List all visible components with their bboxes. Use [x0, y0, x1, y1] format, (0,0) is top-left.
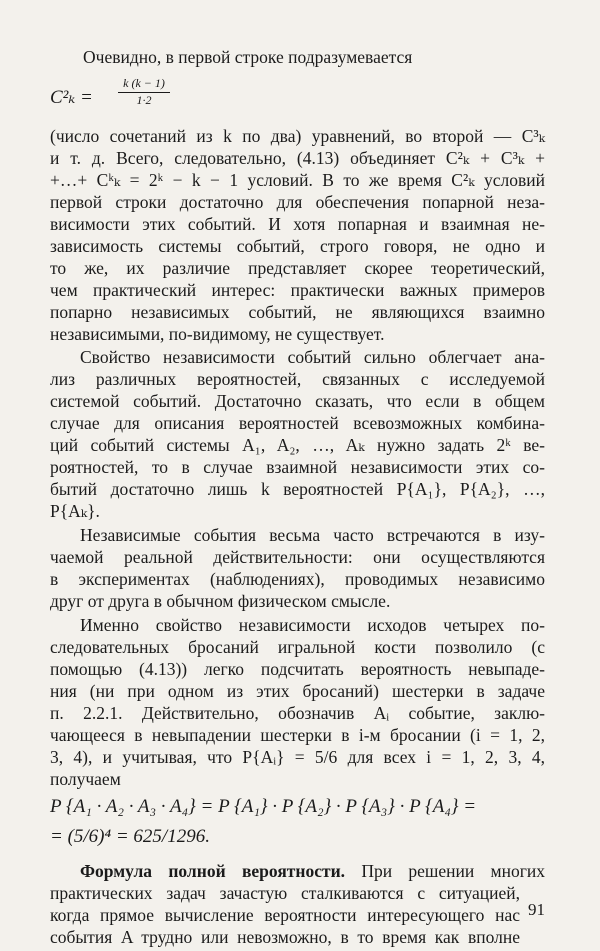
p1-line: висимости этих событий. И хотя попарная и взаимная не- [50, 214, 545, 234]
combination-formula-lhs: C²ₖ = [50, 87, 93, 108]
page-number: 91 [528, 900, 545, 919]
probability-equation-line2: = (5/6)⁴ = 625/1296. [50, 826, 210, 847]
p4-line: Именно свойство независимости исходов четырех по- [80, 615, 545, 635]
probability-equation-line1: P {A₁ · A₂ · A₃ · A₄} = P {A₁} · P {A₂} · P {A₃} · P {A₄} = [50, 796, 477, 817]
p4-line: получаем [50, 769, 121, 789]
p2-line: случае для описания вероятностей всевозможных комбина- [50, 413, 545, 433]
p1-line: (число сочетаний из k по два) уравнений, во второй — C³ₖ [50, 126, 545, 146]
p4-line: следовательных бросаний игральной кости позволило (с [50, 637, 545, 657]
p3-line: друг от друга в обычном физическом смысле. [50, 591, 391, 611]
p3-line: чаемой реальной действительности: они осуществляются [50, 547, 545, 567]
p5-line: когда прямое вычисление вероятности интересующего нас [50, 905, 520, 925]
p1-line: и т. д. Всего, следовательно, (4.13) объединяет C²ₖ + C³ₖ + [50, 148, 545, 168]
p1-line: попарно независимых событий, не являющихся взаимно [50, 302, 545, 322]
fraction-denominator: 1·2 [136, 93, 152, 107]
p3-line: в экспериментах (наблюдениях), проводимых независимо [50, 569, 545, 589]
p1-line: то же, их различие представляет скорее теоретический, [50, 258, 545, 278]
p4-line: помощью (4.13)) легко подсчитать вероятность невыпаде- [50, 659, 545, 679]
p2-line: ций событий системы A₁, A₂, …, Aₖ нужно задать 2ᵏ ве- [50, 435, 545, 455]
p5-line: практических задач зачастую сталкиваются с ситуацией, [50, 883, 520, 903]
p4-line: ния (ни при одном из этих бросаний) шестерки в задаче [50, 681, 545, 701]
p1-line: +…+ Cᵏₖ = 2ᵏ − k − 1 условий. В то же время C²ₖ условий [50, 170, 545, 190]
p1-line: независимыми, по-видимому, не существует. [50, 324, 385, 344]
p1-line: первой строки достаточно для обеспечения попарной неза- [50, 192, 545, 212]
p1-line: зависимость системы событий, строго говоря, не одно и [50, 236, 545, 256]
p2-line: роятностей, то в случае взаимной независимости этих со- [50, 457, 545, 477]
section-first-line-rest: При решении многих [361, 861, 546, 881]
p4-line: чающееся в невыпадении шестерки в i-м бросании (i = 1, 2, [50, 725, 545, 745]
p3-line: Независимые события весьма часто встречаются в изу- [80, 525, 545, 545]
p2-line: бытий достаточно лишь k вероятностей P{A₁}, P{A₂}, …, [50, 479, 545, 499]
p2-line: Свойство независимости событий сильно облегчает ана- [80, 347, 545, 367]
fraction-numerator: k (k − 1) [118, 76, 170, 93]
p2-line: лиз различных вероятностей, связанных с исследуемой [50, 369, 545, 389]
p1-line: чем практический интерес: практически важных примеров [50, 280, 545, 300]
p2-line: P{Aₖ}. [50, 501, 100, 521]
section-heading: Формула полной вероятности. [80, 861, 346, 881]
combination-fraction [118, 76, 170, 107]
intro-line: Очевидно, в первой строке подразумевается [83, 47, 413, 67]
p5-line: события A трудно или невозможно, в то время как вполне [50, 927, 520, 947]
section-first-line [80, 860, 545, 882]
p4-line: 3, 4), и учитывая, что P{Aᵢ} = 5/6 для всех i = 1, 2, 3, 4, [50, 747, 545, 767]
p4-line: п. 2.2.1. Действительно, обозначив Aᵢ событие, заклю- [50, 703, 545, 723]
p2-line: системой событий. Достаточно сказать, что если в общем [50, 391, 545, 411]
